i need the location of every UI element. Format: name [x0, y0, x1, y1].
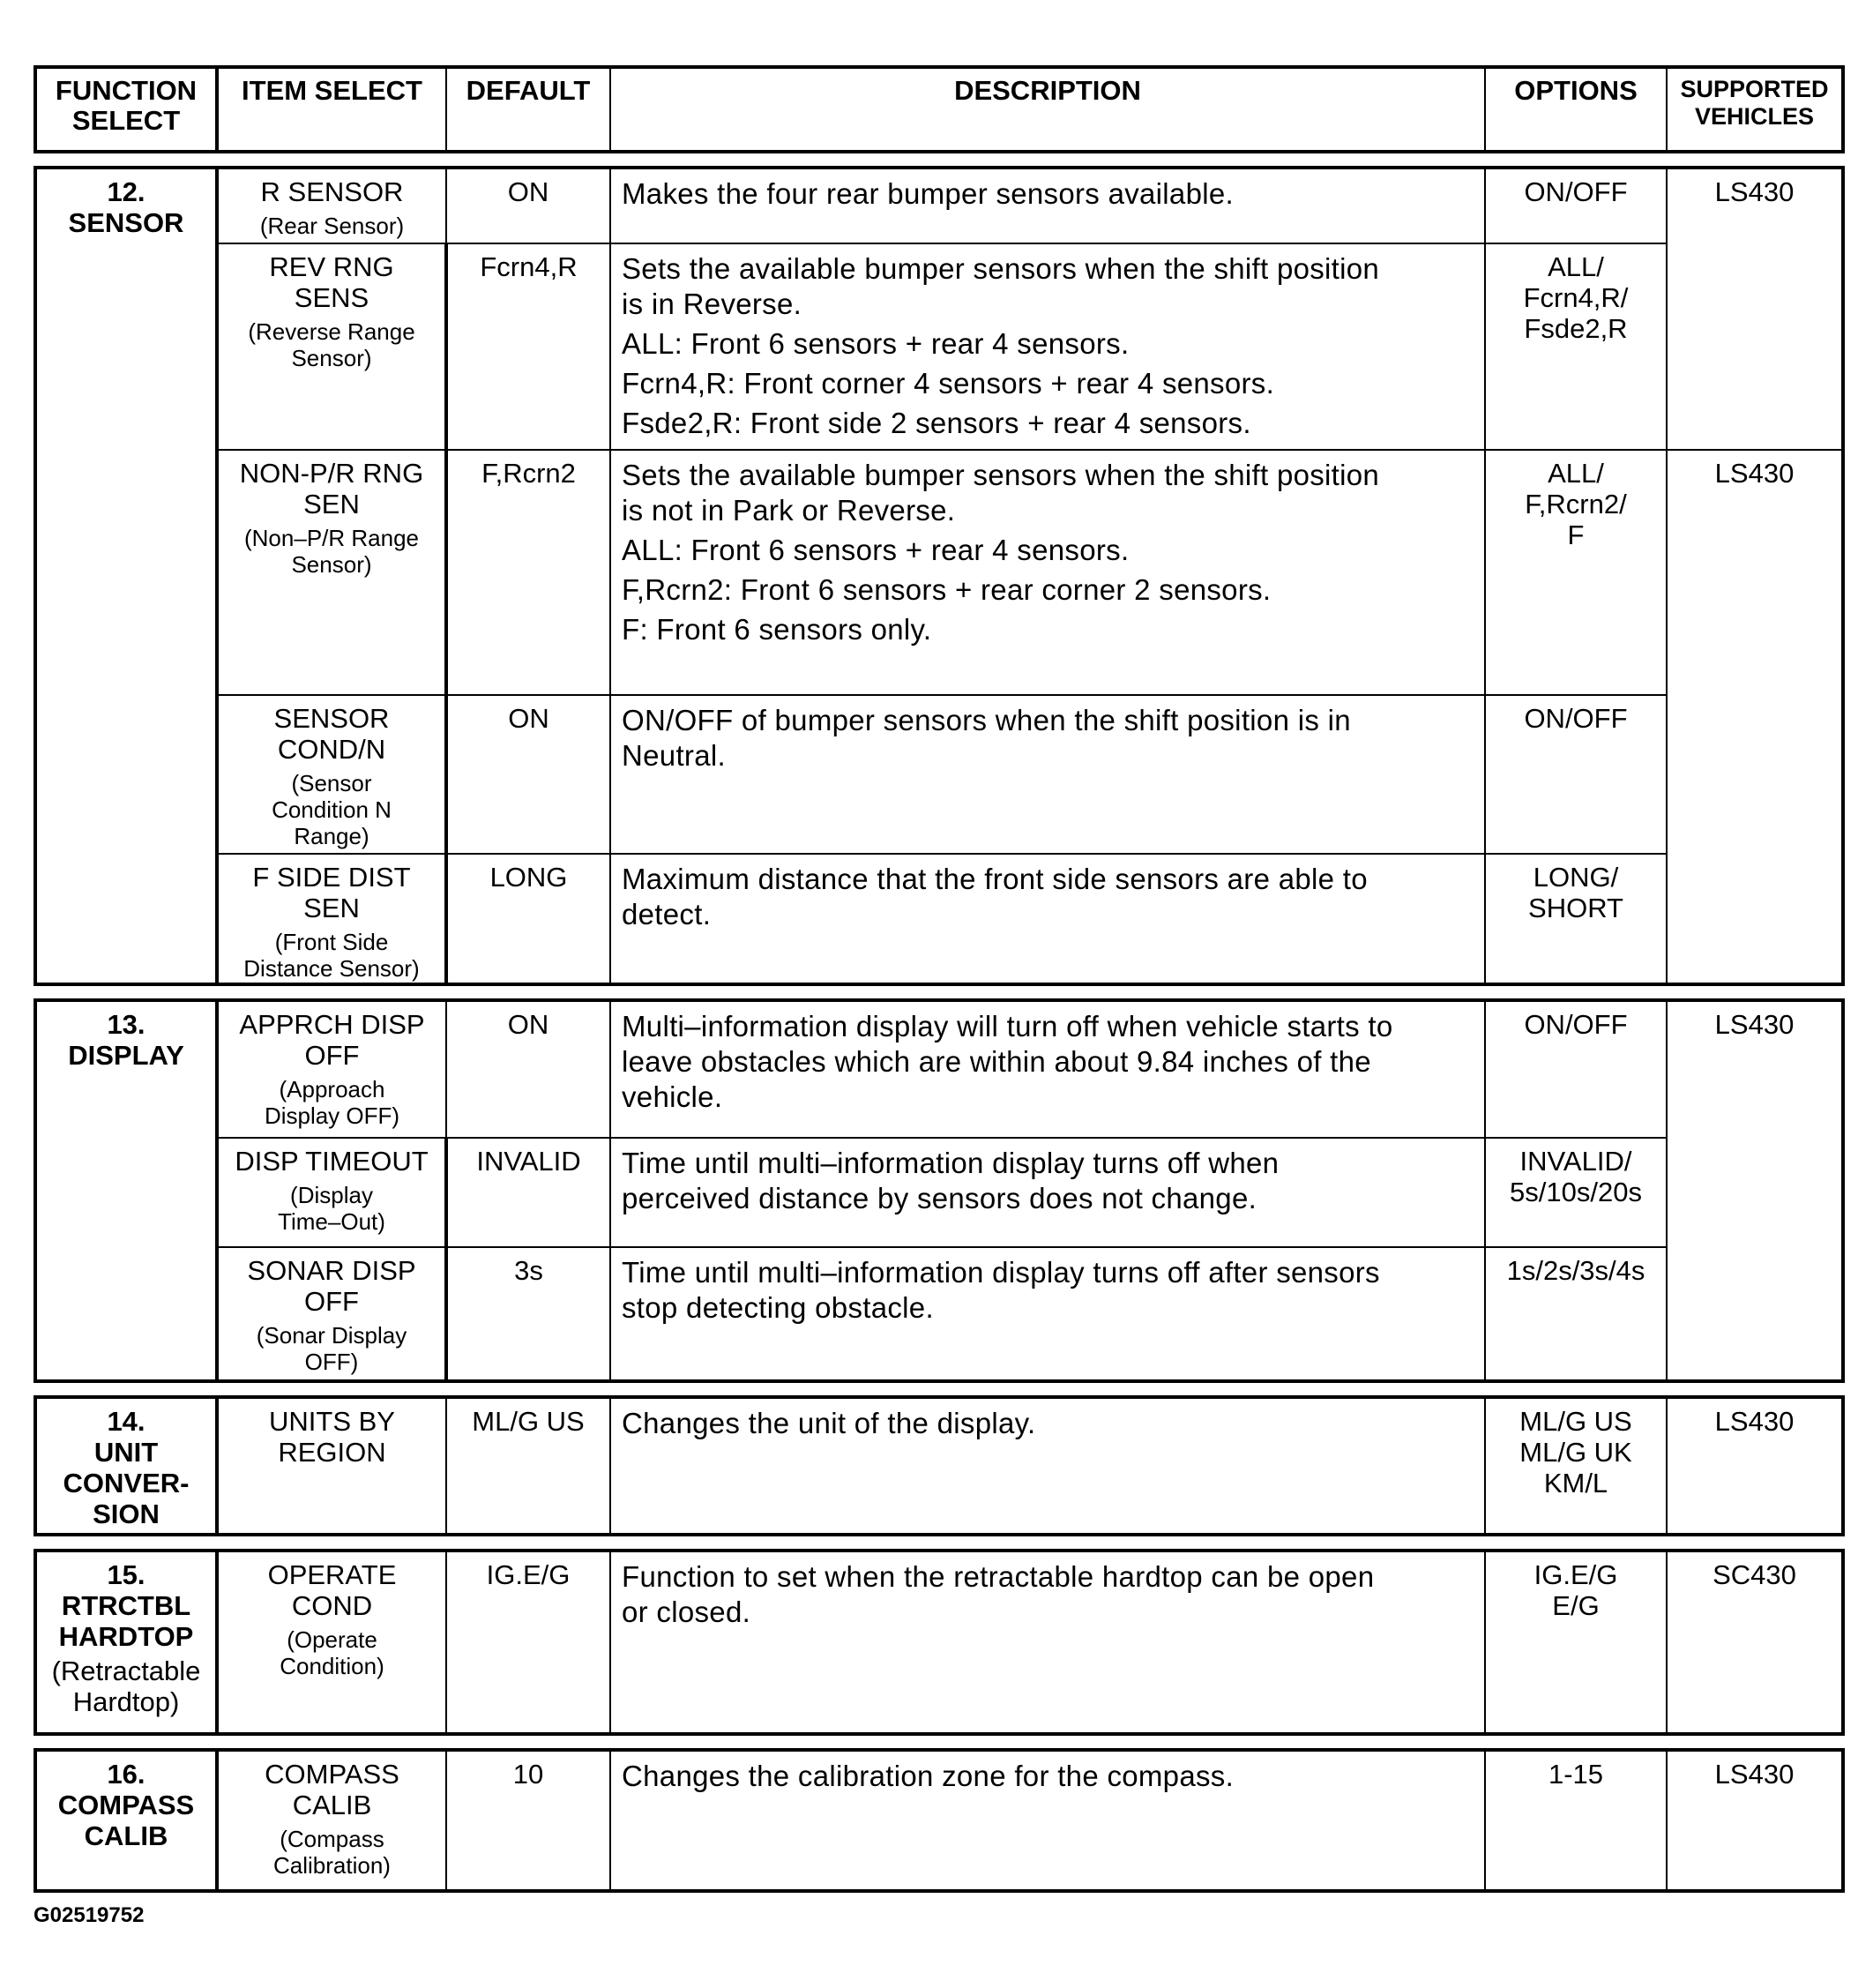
header-function-select: FUNCTION SELECT [35, 67, 217, 152]
description-line: Fcrn4,R: Front corner 4 sensors + rear 4 sensors. [622, 367, 1275, 400]
vehicles-cell: SC430 [1667, 1551, 1843, 1734]
header-item-select: ITEM SELECT [217, 67, 446, 152]
item-name: F SIDE DIST SEN [252, 862, 411, 923]
item-full-name: (Sensor Condition N Range) [272, 770, 392, 849]
vehicles-cell: LS430 [1667, 1000, 1843, 1381]
description-text: Maximum distance that the front side sensors are able to detect. [622, 863, 1368, 930]
item-full-name: (Reverse Range Sensor) [248, 318, 415, 371]
description-cell [610, 695, 1485, 854]
group-unit-conversion [34, 1395, 1845, 1536]
item-cell [217, 450, 446, 695]
item-name: SENSOR COND/N [273, 703, 390, 765]
default-cell: F,Rcrn2 [446, 450, 610, 695]
default-cell: INVALID [446, 1138, 610, 1247]
group-compass-calib [34, 1748, 1845, 1893]
options-cell: ALL/ Fcrn4,R/ Fsde2,R [1485, 243, 1667, 450]
default-cell: 10 [446, 1750, 610, 1891]
vehicles-cell: LS430 [1667, 168, 1843, 450]
group-display [34, 998, 1845, 1383]
item-name: REV RNG SENS [269, 251, 394, 313]
figure-id: G02519752 [34, 1903, 145, 1927]
default-cell: ML/G US [446, 1397, 610, 1535]
item-name: OPERATE COND [267, 1559, 397, 1621]
item-name: COMPASS CALIB [265, 1759, 399, 1820]
item-cell [217, 854, 446, 984]
description-text: Function to set when the retractable hardtop can be open or closed. [622, 1560, 1375, 1628]
item-name: SONAR DISP OFF [247, 1255, 416, 1317]
default-cell: LONG [446, 854, 610, 984]
options-cell: 1s/2s/3s/4s [1485, 1247, 1667, 1381]
description-cell [610, 450, 1485, 695]
description-cell [610, 1138, 1485, 1247]
item-name: R SENSOR [260, 176, 404, 207]
item-full-name: (Approach Display OFF) [264, 1076, 400, 1129]
description-cell [610, 1750, 1485, 1891]
group-sensor [34, 166, 1845, 986]
customization-table [34, 65, 1841, 1893]
description-text: Sets the available bumper sensors when the shift position is not in Park or Reverse. [622, 459, 1380, 527]
description-line: F,Rcrn2: Front 6 sensors + rear corner 2 sensors. [622, 573, 1272, 606]
item-name: UNITS BY REGION [269, 1406, 395, 1468]
item-full-name: (Sonar Display OFF) [256, 1322, 407, 1375]
item-full-name: (Display Time–Out) [278, 1182, 385, 1235]
function-cell [35, 1551, 217, 1734]
item-cell [217, 1750, 446, 1891]
options-cell: ON/OFF [1485, 168, 1667, 243]
description-cell [610, 168, 1485, 243]
header-supported-vehicles: SUPPORTED VEHICLES [1667, 67, 1843, 152]
default-cell: IG.E/G [446, 1551, 610, 1734]
description-text: ON/OFF of bumper sensors when the shift position is in Neutral. [622, 704, 1351, 772]
options-cell: IG.E/G E/G [1485, 1551, 1667, 1734]
options-cell: INVALID/ 5s/10s/20s [1485, 1138, 1667, 1247]
function-cell: 14. UNIT CONVER- SION [35, 1397, 217, 1535]
default-cell: ON [446, 695, 610, 854]
description-text: Makes the four rear bumper sensors available. [622, 177, 1234, 210]
item-cell [217, 1397, 446, 1535]
vehicles-cell: LS430 [1667, 1397, 1843, 1535]
options-cell: LONG/ SHORT [1485, 854, 1667, 984]
item-name: APPRCH DISP OFF [239, 1009, 425, 1071]
item-cell [217, 1138, 446, 1247]
description-line: ALL: Front 6 sensors + rear 4 sensors. [622, 534, 1130, 566]
description-text: Changes the calibration zone for the compass. [622, 1760, 1235, 1792]
description-cell [610, 1247, 1485, 1381]
description-cell [610, 1397, 1485, 1535]
item-full-name: (Compass Calibration) [273, 1826, 391, 1879]
description-text: Time until multi–information display turns off when perceived distance by sensors does not change. [622, 1147, 1280, 1214]
description-line: Fsde2,R: Front side 2 sensors + rear 4 sensors. [622, 407, 1251, 439]
function-cell: 13. DISPLAY [35, 1000, 217, 1381]
item-name: NON-P/R RNG SEN [239, 458, 424, 519]
description-cell [610, 1000, 1485, 1138]
table-header [34, 65, 1845, 153]
item-cell [217, 1000, 446, 1138]
item-full-name: (Front Side Distance Sensor) [243, 929, 420, 982]
options-cell: 1-15 [1485, 1750, 1667, 1891]
header-description: DESCRIPTION [610, 67, 1485, 152]
description-text: Changes the unit of the display. [622, 1407, 1036, 1439]
item-name: DISP TIMEOUT [235, 1146, 429, 1177]
description-cell [610, 854, 1485, 984]
item-full-name: (Rear Sensor) [259, 213, 405, 239]
description-text: Sets the available bumper sensors when the shift position is in Reverse. [622, 252, 1380, 320]
vehicles-cell: LS430 [1667, 1750, 1843, 1891]
header-options: OPTIONS [1485, 67, 1667, 152]
default-cell: 3s [446, 1247, 610, 1381]
group-retractable-hardtop [34, 1549, 1845, 1736]
function-cell: 12. SENSOR [35, 168, 217, 984]
default-cell: Fcrn4,R [446, 243, 610, 450]
item-cell [217, 243, 446, 450]
options-cell: ALL/ F,Rcrn2/ F [1485, 450, 1667, 695]
options-cell: ON/OFF [1485, 1000, 1667, 1138]
description-cell [610, 243, 1485, 450]
function-cell: 16. COMPASS CALIB [35, 1750, 217, 1891]
options-cell: ON/OFF [1485, 695, 1667, 854]
description-cell [610, 1551, 1485, 1734]
header-default: DEFAULT [446, 67, 610, 152]
description-text: Multi–information display will turn off when vehicle starts to leave obstacles which are within about 9.84 inches of the vehicle. [622, 1010, 1393, 1113]
item-full-name: (Operate Condition) [280, 1626, 384, 1679]
function-full-name: (Retractable Hardtop) [51, 1655, 201, 1717]
item-full-name: (Non–P/R Range Sensor) [244, 525, 419, 578]
default-cell: ON [446, 1000, 610, 1138]
item-cell [217, 695, 446, 854]
function-name: 15. RTRCTBL HARDTOP [58, 1559, 194, 1652]
description-line: F: Front 6 sensors only. [622, 613, 932, 646]
description-line: ALL: Front 6 sensors + rear 4 sensors. [622, 327, 1130, 360]
options-cell: ML/G US ML/G UK KM/L [1485, 1397, 1667, 1535]
description-text: Time until multi–information display turns off after sensors stop detecting obstacle. [622, 1256, 1380, 1324]
item-cell [217, 1551, 446, 1734]
vehicles-cell: LS430 [1667, 450, 1843, 984]
default-cell: ON [446, 168, 610, 243]
item-cell [217, 168, 446, 243]
item-cell [217, 1247, 446, 1381]
